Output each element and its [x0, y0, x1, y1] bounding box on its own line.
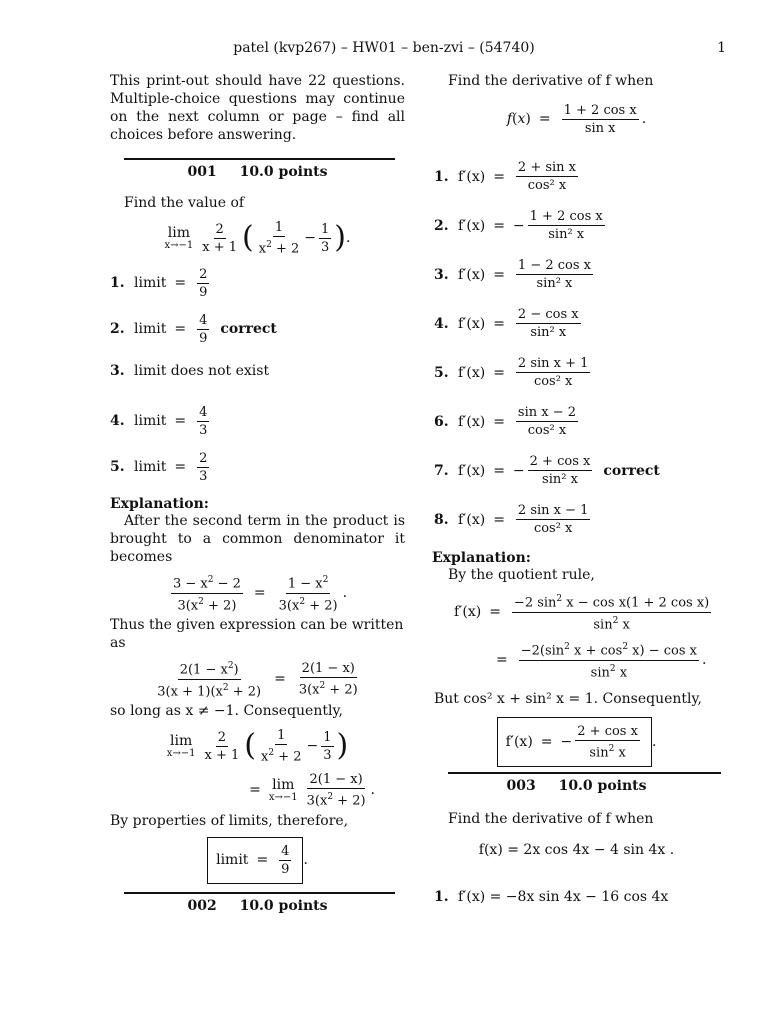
correct-marker: correct: [603, 462, 660, 479]
answer-choice[interactable]: 5. f′(x) = $\frac{\text{2 sin x + 1}}{\text{cos² x}}$: [434, 356, 589, 389]
question-header-003: [434, 774, 719, 800]
answer-choice[interactable]: 4. limit = $\frac{4}{3}$: [110, 404, 208, 438]
answer-choice[interactable]: 6. f′(x) = $\frac{\text{sin x − 2}}{\text{cos² x}}$: [434, 405, 577, 438]
question-number: 002: [187, 898, 217, 914]
answer-choice[interactable]: 1. f′(x) = $\frac{\text{2 + sin x}}{\text{cos² x}}$: [434, 160, 577, 193]
answer-choice[interactable]: 8. f′(x) = $\frac{\text{2 sin x − 1}}{\text{cos² x}}$: [434, 503, 589, 536]
answer-choice-correct[interactable]: 2. limit = $\frac{4}{9}$ correct: [110, 312, 277, 346]
question-header-002: [110, 894, 405, 920]
answer-choice[interactable]: 3. limit does not exist: [110, 363, 270, 379]
equation: f′(x) = $\frac{-2 \sin^2 x - \cos x(1 + 2 \cos x)}{\sin^2 x}$: [454, 594, 710, 632]
explanation-text: so long as x ≠ −1. Consequently,: [110, 703, 343, 719]
function-definition: f(x) = $\frac{\text{1 + 2 cos x}}{\text{sin x}}$ .: [506, 102, 647, 136]
equation: lim x→−1 $\frac{2}{x + 1}$ ( $\frac{1}{x^2 + 2}$ − $\frac{1}{3}$ ): [166, 727, 349, 765]
limit-expression: lim x→−1 $\frac{2}{x + 1}$ ( $\frac{1}{x^2 + 2}$ − $\frac{1}{3}$ ) .: [164, 219, 351, 257]
answer-choice[interactable]: 1. f′(x) = −8x sin 4x − 16 cos 4x: [434, 889, 669, 905]
answer-choice[interactable]: 3. f′(x) = $\frac{\text{1 − 2 cos x}}{\text{sin² x}}$: [434, 258, 591, 291]
correct-marker: correct: [220, 321, 277, 337]
page-header: [0, 40, 768, 60]
explanation-title: Explanation:: [432, 550, 531, 566]
final-answer-box: f′(x) = − $\frac{\text{2 + cos x}}{\sin^2 x}$ .: [434, 712, 719, 772]
question-points: 10.0 points: [558, 778, 647, 794]
answer-choice[interactable]: 5. limit = $\frac{2}{3}$: [110, 450, 208, 484]
question-prompt: Find the derivative of f when: [448, 73, 654, 89]
equation: = $\frac{-2(\sin^2 x + \cos^2 x) - \cos x}{\sin^2 x}$ .: [496, 642, 707, 680]
equation: = lim x→−1 $\frac{2(1 - x)}{3(x^2 + 2)}$ .: [249, 771, 375, 809]
document-title: patel (kvp267) – HW01 – ben-zvi – (54740): [233, 40, 535, 56]
explanation-title: Explanation:: [110, 496, 209, 512]
function-definition: f(x) = 2x cos 4x − 4 sin 4x .: [478, 842, 675, 858]
explanation-text: But cos² x + sin² x = 1. Consequently,: [434, 691, 703, 707]
question-prompt: Find the value of: [124, 195, 245, 211]
answer-choice[interactable]: 1. limit = $\frac{2}{9}$: [110, 266, 208, 300]
left-column: [110, 72, 405, 920]
explanation-text: By the quotient rule,: [448, 567, 595, 583]
answer-choice[interactable]: 2. f′(x) = − $\frac{\text{1 + 2 cos x}}{\text{sin² x}}$: [434, 209, 603, 242]
answer-choice[interactable]: 4. f′(x) = $\frac{\text{2 − cos x}}{\text{sin² x}}$: [434, 307, 579, 340]
question-points: 10.0 points: [239, 898, 328, 914]
explanation-text: Thus the given expression can be written as: [110, 617, 404, 651]
equation: $\frac{2(1 - x^2)}{3(x + 1)(x^2 + 2)}$ = $\frac{2(1 - x)}{3(x^2 + 2)}$: [157, 660, 358, 699]
question-prompt: Find the derivative of f when: [448, 811, 654, 827]
question-number: 003: [506, 778, 536, 794]
answer-choice-correct[interactable]: 7. f′(x) = − $\frac{\text{2 + cos x}}{\text{sin² x}}$ correct: [434, 454, 660, 487]
question-header-001: [110, 160, 405, 186]
question-points: 10.0 points: [239, 164, 328, 180]
intro-text: This print-out should have 22 questions. Multiple-choice questions may continue on the next column or page – find all choices before answering.: [110, 73, 405, 143]
explanation-text: After the second term in the product is brought to a common denominator it becomes: [110, 513, 405, 565]
explanation-text: By properties of limits, therefore,: [110, 813, 349, 829]
equation: $\frac{3 - x^2 - 2}{3(x^2 + 2)}$ = $\frac{1 - x^2}{3(x^2 + 2)}$ .: [172, 575, 348, 613]
final-answer-box: limit = $\frac{4}{9}$ .: [110, 834, 405, 886]
page-number: 1: [717, 40, 726, 56]
right-column: [434, 72, 719, 918]
question-number: 001: [187, 164, 217, 180]
